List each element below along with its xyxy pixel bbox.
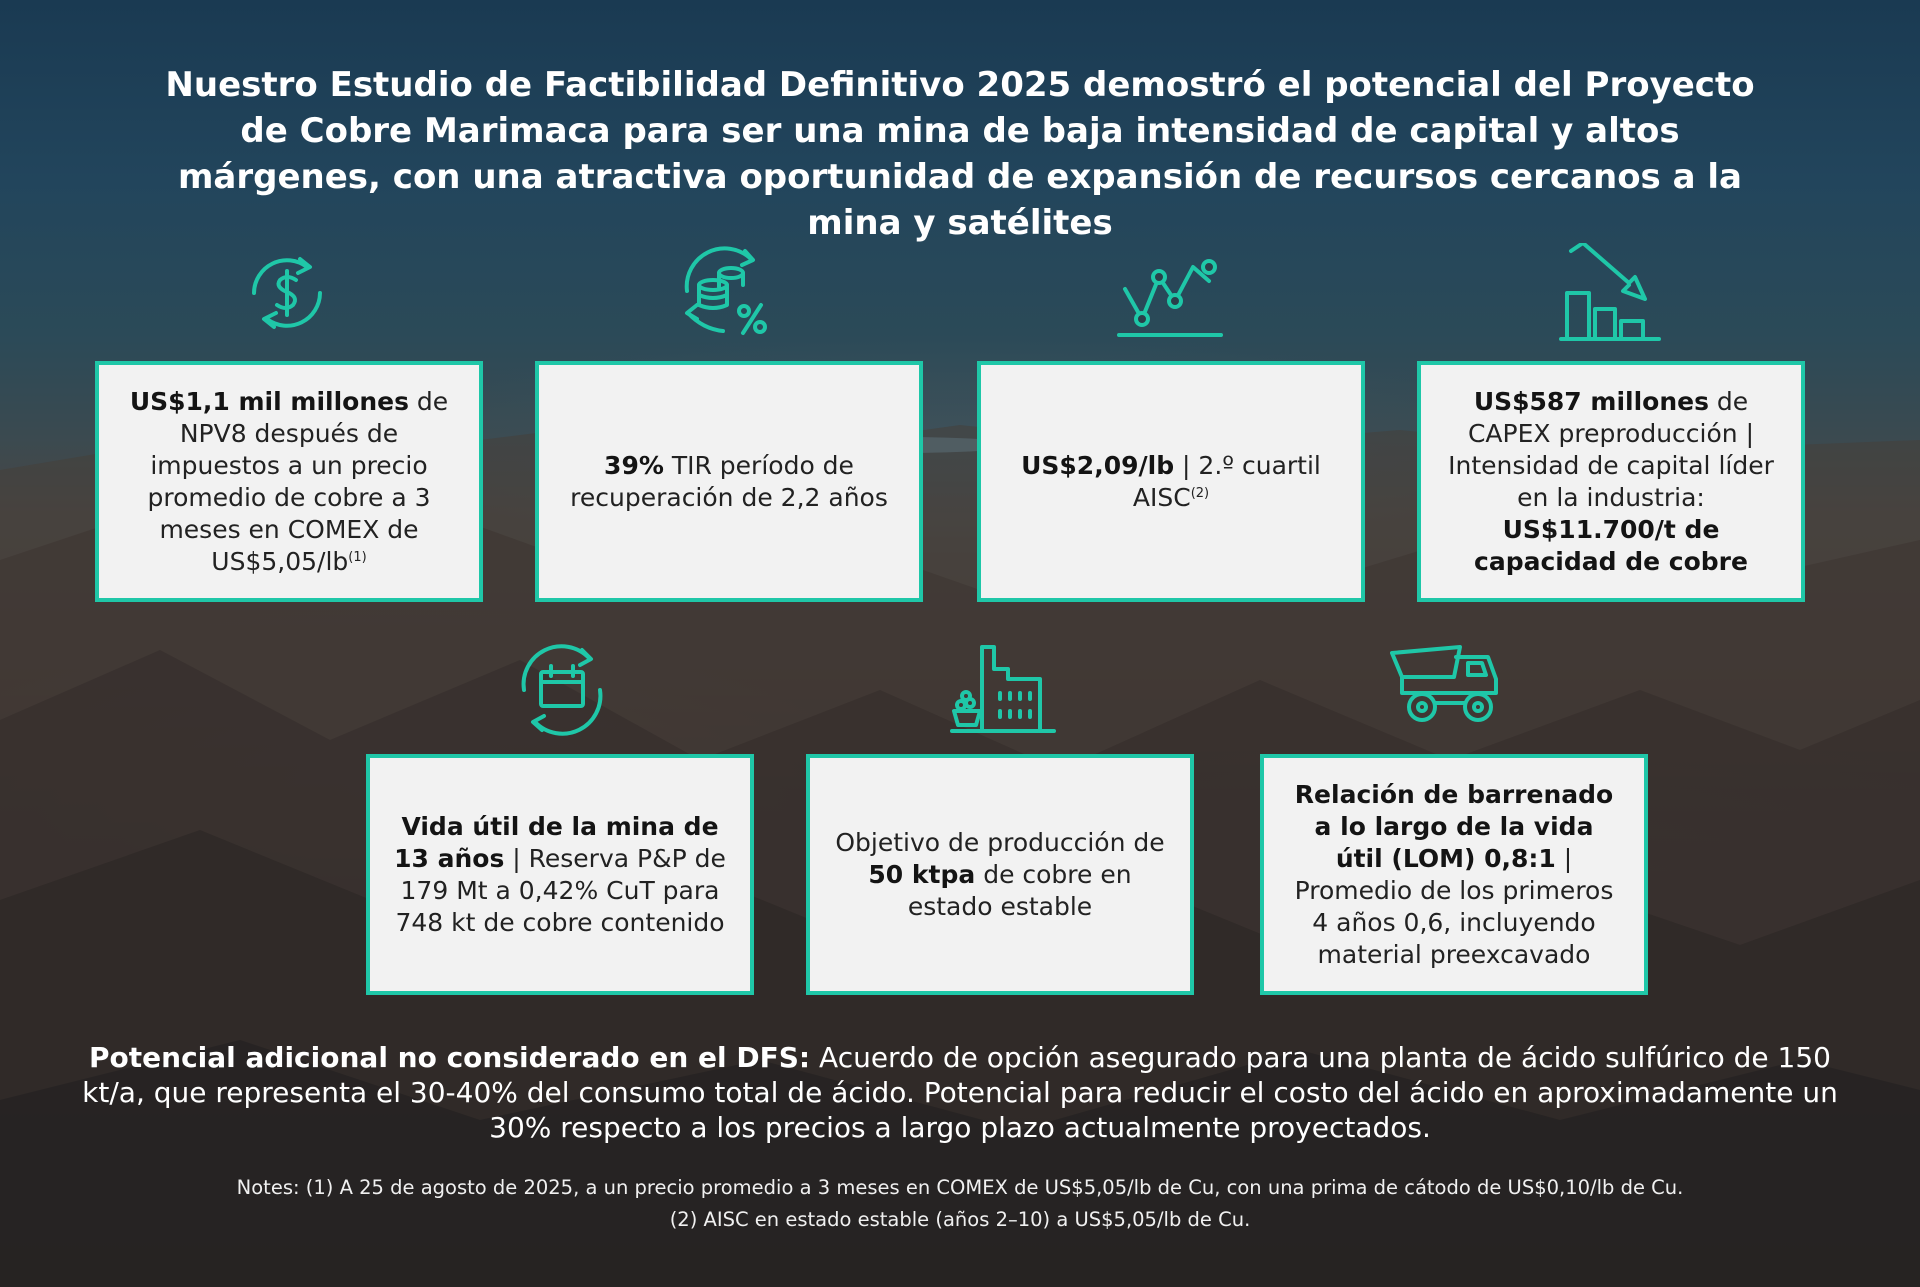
irr-card: 39% TIR período de recuperación de 2,2 años bbox=[535, 361, 923, 602]
headline: Nuestro Estudio de Factibilidad Definitivo 2025 demostró el potencial del Proyecto de Cobre Marimaca para ser una mina de baja intensidad de capital y altos márgenes, con una atractiva oportunidad de expansión de recursos cercanos a la mina y satélites bbox=[165, 65, 1755, 243]
factory-icon bbox=[948, 633, 1058, 733]
footnote-2: (2) AISC en estado estable (años 2–10) a US$5,05/lb de Cu. bbox=[669, 1208, 1251, 1231]
footnote-1: Notes: (1) A 25 de agosto de 2025, a un precio promedio a 3 meses en COMEX de US$5,05/lb de Cu, con una prima de cátodo de US$0,10/lb de Cu. bbox=[236, 1176, 1684, 1199]
additional-potential-lead: Potencial adicional no considerado en el DFS: bbox=[89, 1041, 811, 1074]
footnote-1-ref: (1) bbox=[348, 549, 367, 565]
footnotes bbox=[60, 1172, 1860, 1236]
mine-life-card: Vida útil de la mina de 13 años | Reserva P&P de 179 Mt a 0,42% CuT para 748 kt de cobre contenido bbox=[366, 754, 754, 995]
capex-card: US$587 millones de CAPEX preproducción | Intensidad de capital líder en la industria: US$11.700/t de capacidad de cobre bbox=[1417, 361, 1805, 602]
calendar-cycle-icon bbox=[507, 638, 617, 738]
npv-card: US$1,1 mil millones de NPV8 después de impuestos a un precio promedio de cobre a 3 meses en COMEX de $US\$5,05/lb^{(1)}$ bbox=[95, 361, 483, 602]
line-chart-icon bbox=[1115, 243, 1225, 343]
additional-potential-body: Acuerdo de opción asegurado para una planta de ácido sulfúrico de 150 kt/a, que representa el 30-40% del consumo total de ácido. Potencial para reducir el costo del ácido en aproximadamente un 30% respecto a los precios a largo plazo actualmente proyectados. bbox=[82, 1041, 1838, 1144]
mining-truck-icon bbox=[1390, 633, 1500, 733]
strip-ratio-card: Relación de barrenado a lo largo de la vida útil (LOM) 0,8:1 | Promedio de los primeros 4 años 0,6, incluyendo material preexcavado bbox=[1260, 754, 1648, 995]
aisc-card: US$2,09/lb | 2.º cuartil AISC$^{(2)}$ bbox=[977, 361, 1365, 602]
additional-potential-text bbox=[60, 1040, 1860, 1145]
footnote-2-ref: (2) bbox=[1190, 485, 1210, 501]
production-card: Objetivo de producción de 50 ktpa de cobre en estado estable bbox=[806, 754, 1194, 995]
coins-percent-icon bbox=[673, 243, 783, 343]
dollar-cycle-icon bbox=[232, 243, 342, 343]
declining-bars-icon bbox=[1555, 243, 1665, 343]
